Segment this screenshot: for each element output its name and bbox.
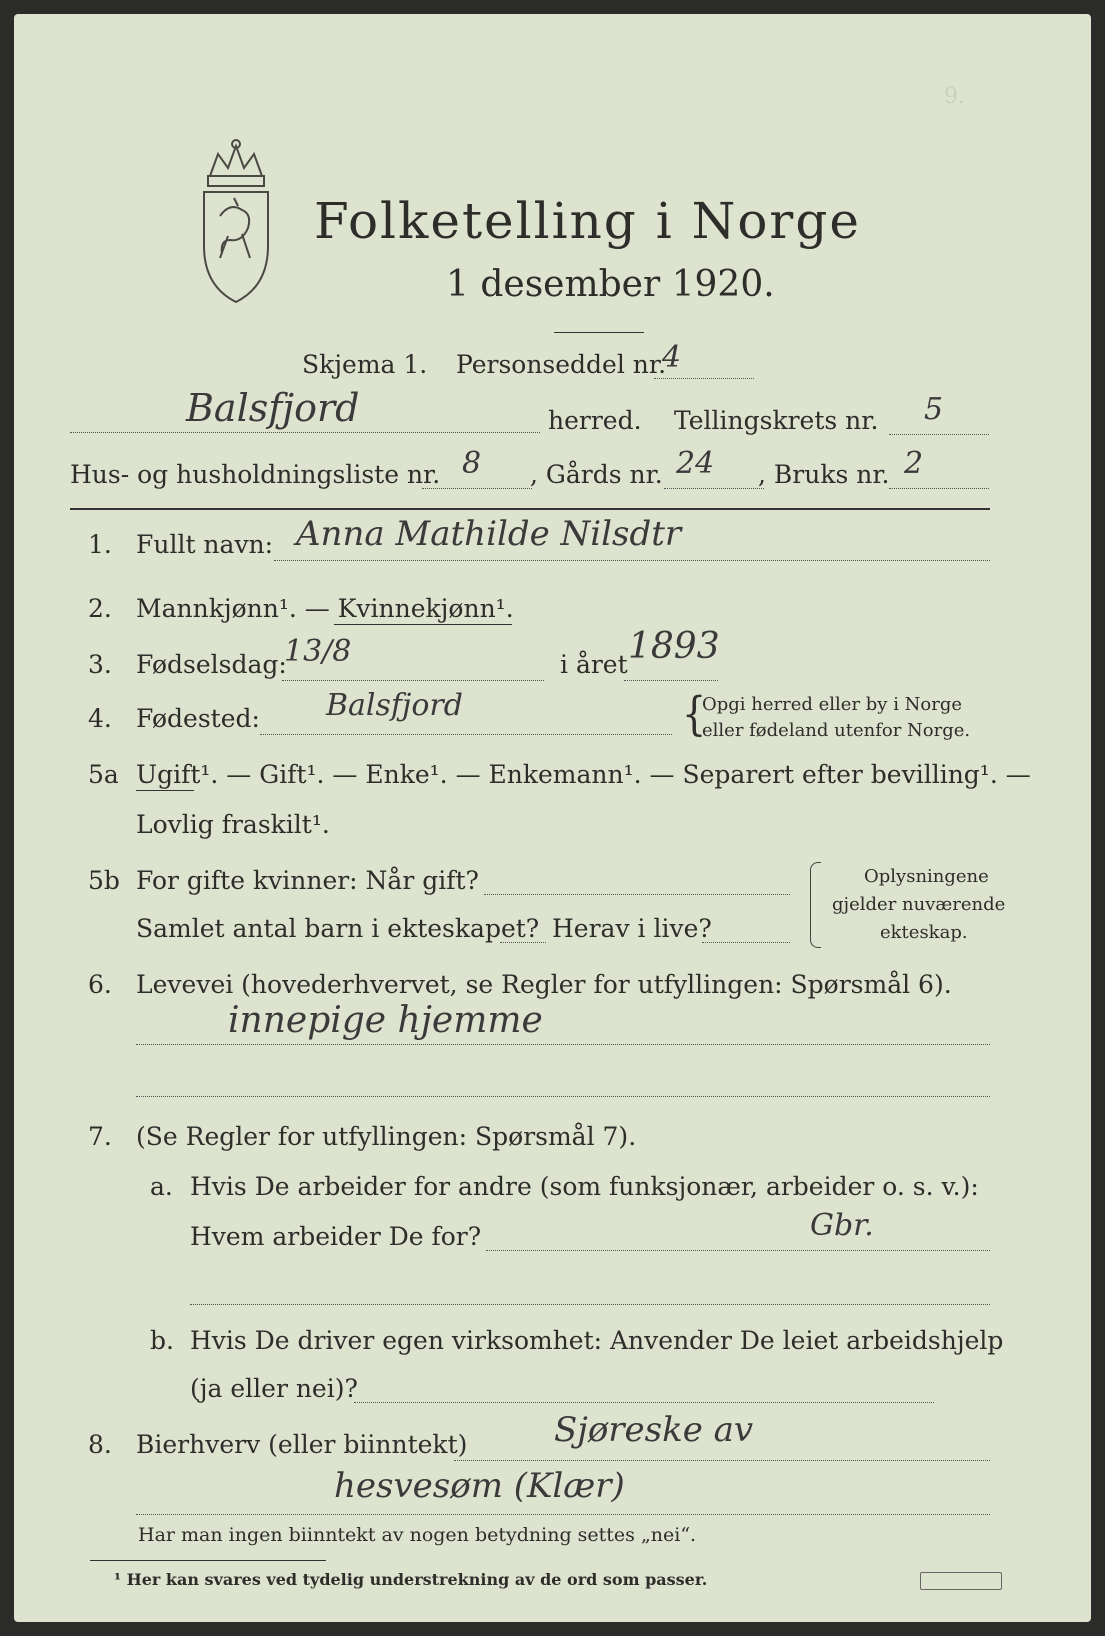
q4-note-line2: eller fødeland utenfor Norge. — [702, 720, 971, 741]
q6-label: Levevei (hovederhvervet, se Regler for utfyllingen: Spørsmål 6). — [136, 970, 952, 999]
bruks-value: 2 — [904, 446, 924, 481]
q7a-line2: Hvem arbeider De for? — [190, 1222, 482, 1251]
q7-label: (Se Regler for utfyllingen: Spørsmål 7). — [136, 1122, 637, 1151]
q7b-line2: (ja eller nei)? — [190, 1374, 358, 1403]
q7a-value: Gbr. — [810, 1208, 874, 1243]
q5a-line1: Ugift¹. — Gift¹. — Enke¹. — Enkemann¹. — Separert efter bevilling¹. — — [136, 760, 1031, 789]
husliste-value: 8 — [462, 446, 482, 481]
q6-line2 — [136, 1096, 990, 1097]
q5b-line1 — [484, 894, 790, 895]
q5b-bracket — [810, 862, 821, 948]
q7a-extra-line — [190, 1304, 990, 1305]
q5b-note-line3: ekteskap. — [880, 922, 968, 943]
q5b-note-line1: Oplysningene — [864, 866, 989, 887]
herred-line — [70, 432, 540, 433]
q3-year-line — [624, 680, 718, 681]
norway-coat-of-arms-icon — [190, 136, 282, 306]
q8-value-line1: Sjøreske av — [554, 1410, 754, 1450]
q2-number: 2. — [88, 594, 112, 623]
q2-underline-kvinnekjonn — [334, 624, 512, 625]
tellingskrets-line — [889, 434, 989, 435]
biinntekt-note: Har man ingen biinntekt av nogen betydning settes „nei“. — [138, 1524, 697, 1546]
q1-line — [274, 560, 990, 561]
q7-number: 7. — [88, 1122, 112, 1151]
q5b-label2: Samlet antal barn i ekteskapet? — [136, 914, 540, 943]
q3-value: 13/8 — [284, 634, 352, 669]
skjema-label: Skjema 1. — [302, 350, 428, 379]
footnote: ¹ Her kan svares ved tydelig understrekning av de ord som passer. — [114, 1570, 708, 1589]
q8-value-line2: hesvesøm (Klær) — [334, 1466, 625, 1506]
personseddel-value: 4 — [662, 340, 682, 375]
header-divider — [70, 508, 990, 510]
census-form — [14, 14, 1091, 1622]
q8-line1 — [454, 1460, 990, 1461]
q3-year-value: 1893 — [628, 626, 720, 667]
q7a-number: a. — [150, 1172, 173, 1201]
q6-value: innepige hjemme — [228, 1000, 543, 1041]
q5a-line2: Lovlig fraskilt¹. — [136, 810, 330, 839]
q7b-number: b. — [150, 1326, 174, 1355]
q4-number: 4. — [88, 704, 112, 733]
gards-value: 24 — [676, 446, 715, 481]
q7b-line — [354, 1402, 934, 1403]
q5b-note-line2: gjelder nuværende — [832, 894, 1006, 915]
q4-line — [260, 734, 672, 735]
q7a-line1: Hvis De arbeider for andre (som funksjonær, arbeider o. s. v.): — [190, 1172, 979, 1201]
gards-label: , Gårds nr. — [530, 460, 663, 489]
q5b-label3: Herav i live? — [552, 914, 712, 943]
husliste-label: Hus- og husholdningsliste nr. — [70, 460, 441, 489]
tellingskrets-value: 5 — [924, 392, 944, 427]
gards-line — [664, 488, 764, 489]
q4-brace: { — [682, 687, 707, 741]
husliste-line — [422, 488, 532, 489]
q8-line2 — [136, 1514, 990, 1515]
q2-label: Mannkjønn¹. — Kvinnekjønn¹. — [136, 594, 514, 623]
q7a-line — [486, 1250, 990, 1251]
q1-value: Anna Mathilde Nilsdtr — [296, 514, 682, 554]
personseddel-line — [654, 378, 754, 379]
q5b-number: 5b — [88, 866, 120, 895]
q8-label: Bierhverv (eller biinntekt) — [136, 1430, 468, 1459]
q7b-line1: Hvis De driver egen virksomhet: Anvender De leiet arbeidshjelp — [190, 1326, 1004, 1355]
q5a-underline-ugift — [136, 790, 194, 791]
q4-value: Balsfjord — [326, 688, 463, 723]
title-divider — [554, 332, 644, 333]
footnote-divider — [90, 1560, 326, 1561]
q1-label: Fullt navn: — [136, 530, 274, 559]
q3-label: Fødselsdag: — [136, 650, 287, 679]
q8-number: 8. — [88, 1430, 112, 1459]
bleed-through-text: 9. — [944, 84, 965, 109]
q5a-number: 5a — [88, 760, 119, 789]
q3-line — [282, 680, 544, 681]
q6-number: 6. — [88, 970, 112, 999]
herred-label: herred. — [548, 406, 642, 435]
printer-stamp — [920, 1572, 1002, 1590]
bruks-label: , Bruks nr. — [758, 460, 890, 489]
q5b-line2 — [500, 942, 546, 943]
q1-number: 1. — [88, 530, 112, 559]
q4-label: Fødested: — [136, 704, 260, 733]
q3-number: 3. — [88, 650, 112, 679]
q3-year-label: i året — [560, 650, 628, 679]
q5b-label1: For gifte kvinner: Når gift? — [136, 866, 479, 895]
herred-value: Balsfjord — [186, 386, 360, 430]
q5b-line3 — [702, 942, 790, 943]
q6-line1 — [136, 1044, 990, 1045]
form-title: Folketelling i Norge — [314, 192, 861, 250]
bruks-line — [889, 488, 989, 489]
census-date: 1 desember 1920. — [446, 264, 775, 305]
tellingskrets-label: Tellingskrets nr. — [674, 406, 879, 435]
q4-note-line1: Opgi herred eller by i Norge — [702, 694, 963, 715]
personseddel-label: Personseddel nr. — [456, 350, 667, 379]
